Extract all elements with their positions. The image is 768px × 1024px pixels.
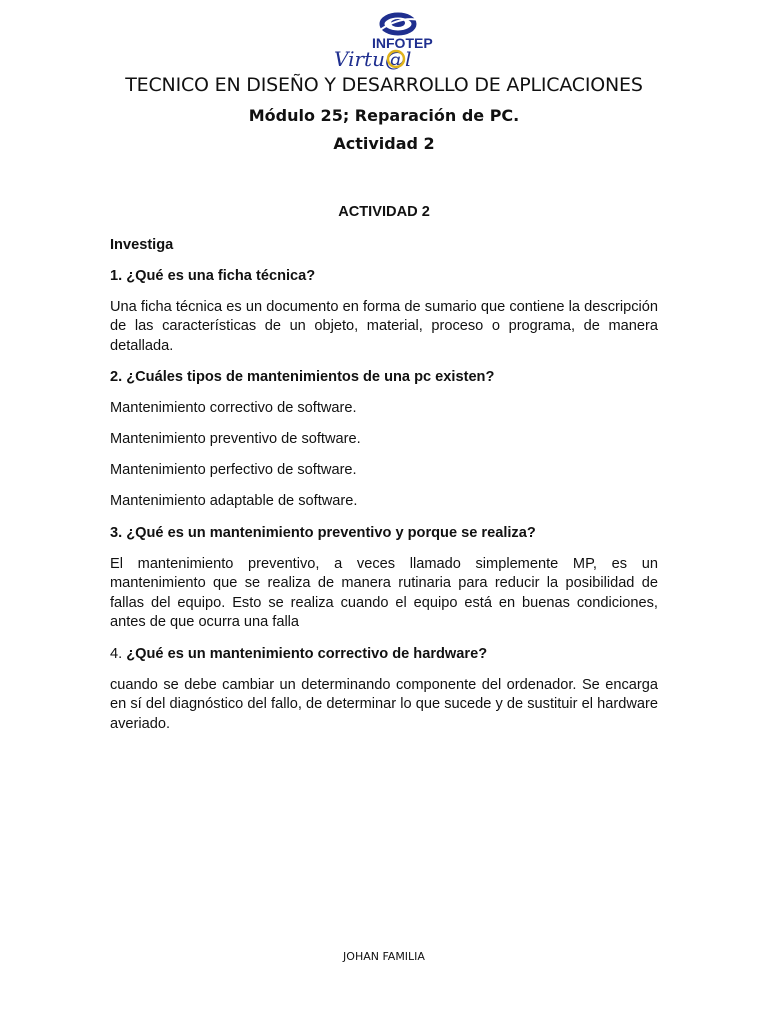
question-1: 1. ¿Qué es una ficha técnica? — [110, 267, 316, 284]
module-title: Módulo 25; Reparación de PC. — [248, 106, 520, 125]
question-4-number: 4. — [110, 645, 127, 662]
activity-heading: ACTIVIDAD 2 — [338, 204, 430, 220]
question-4 — [110, 645, 658, 665]
footer-author: JOHAN FAMILIA — [343, 950, 425, 963]
logo-wordmark-infotep: INFOTEP — [372, 35, 433, 51]
answer-2-item: Mantenimiento correctivo de software. — [110, 400, 357, 417]
infotep-virtual-logo — [330, 10, 440, 72]
course-title: TECNICO EN DISEÑO Y DESARROLLO DE APLICACIONES — [125, 74, 643, 96]
answer-2-item: Mantenimiento perfectivo de software. — [110, 462, 357, 479]
answer-3: El mantenimiento preventivo, a veces llamado simplemente MP, es un mantenimiento que se realiza de manera rutinaria para reducir la posibilidad de fallas del equipo. Esto se realiza cuando el equipo está en buenas condiciones, antes de que ocurra una falla — [110, 555, 658, 631]
logo-wordmark-virtual: Virtu@l — [334, 47, 412, 71]
answer-2-item: Mantenimiento preventivo de software. — [110, 431, 361, 448]
infotep-logo-graphic — [330, 10, 440, 72]
question-3: 3. ¿Qué es un mantenimiento preventivo y porque se realiza? — [110, 524, 536, 541]
activity-title: Actividad 2 — [333, 134, 435, 153]
question-2: 2. ¿Cuáles tipos de mantenimientos de una pc existen? — [110, 369, 495, 386]
question-4-text: ¿Qué es un mantenimiento correctivo de hardware? — [126, 645, 488, 662]
intro-label: Investiga — [110, 236, 174, 253]
answer-4: cuando se debe cambiar un determinando componente del ordenador. Se encarga en sí del diagnóstico del fallo, de determinar lo que sucede y de sustituir el hardware averiado. — [110, 676, 658, 732]
document-body — [110, 203, 658, 746]
answer-1: Una ficha técnica es un documento en forma de sumario que contiene la descripción de las características de un objeto, material, proceso o programa, de manera detallada. — [110, 298, 658, 354]
answer-2-item: Mantenimiento adaptable de software. — [110, 493, 358, 510]
